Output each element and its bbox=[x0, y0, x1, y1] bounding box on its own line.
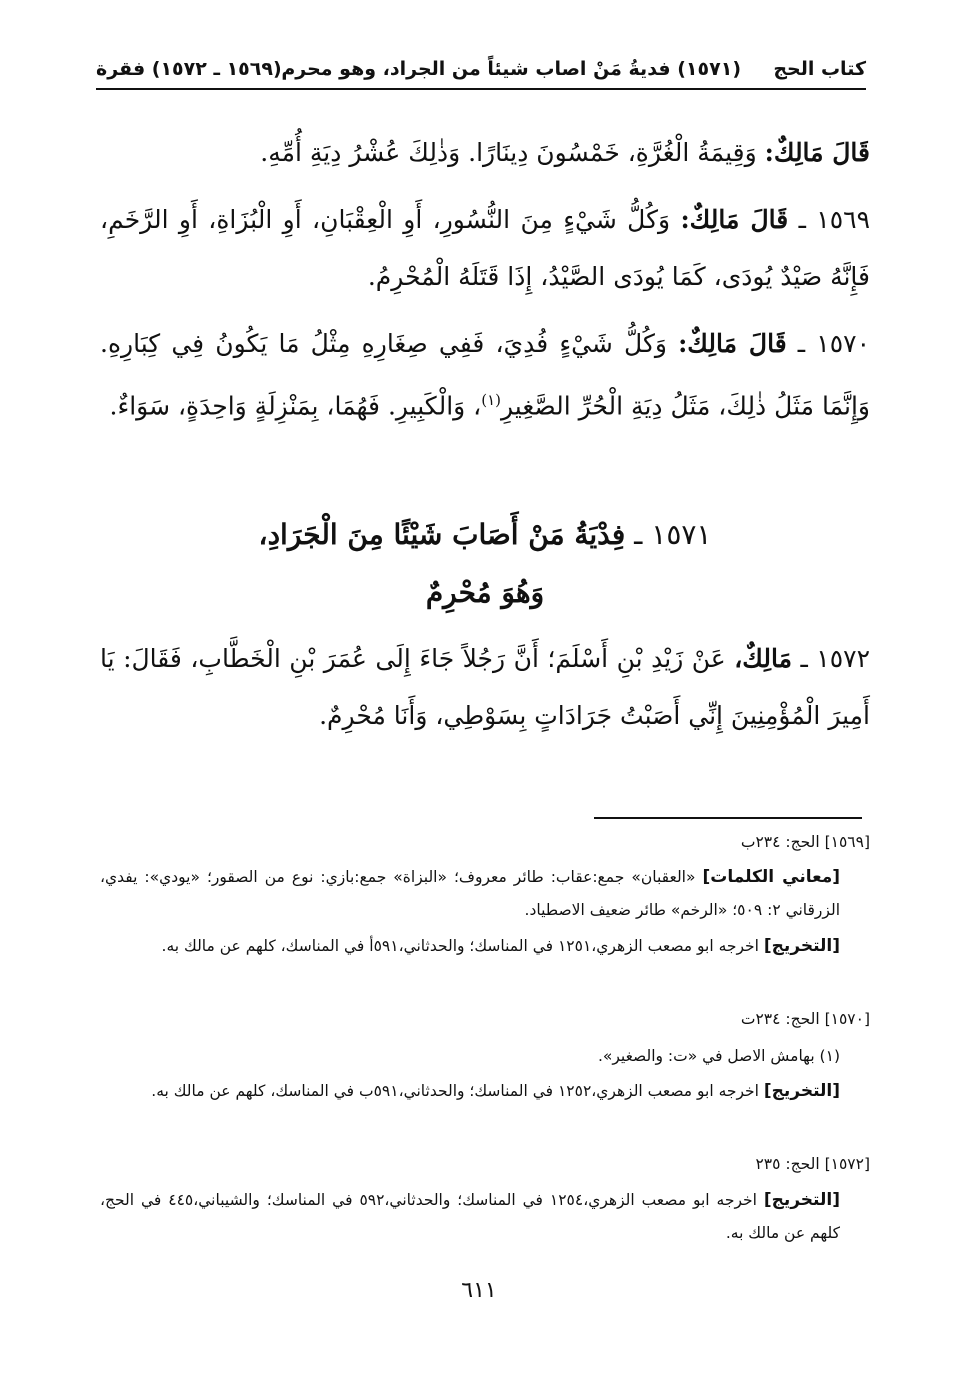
paragraph-text: ، وَالْكَبِيرِ. فَهُمَا، بِمَنْزِلَةٍ وَاحِدَةٍ، سَوَاءٌ. bbox=[109, 391, 482, 421]
paragraph-continuation bbox=[100, 124, 870, 181]
chapter-title: (١٥٧١) فديةُ مَنْ اصاب شيئاً من الجراد، وهو محرم bbox=[281, 58, 741, 80]
takhrij-tag: [التخريج] bbox=[763, 936, 840, 956]
takhrij-text: اخرجه ابو مصعب الزهري،١٢٥٤ في المناسك؛ والحدثاني،٥٩٢ في المناسك؛ والشيباني،٤٤٥ في الحج، كلهم عن مالك به. bbox=[100, 1191, 840, 1242]
footnote-takhrij-1569 bbox=[100, 930, 840, 963]
footnote-reference[interactable]: (١) bbox=[481, 391, 502, 409]
paragraph-1572 bbox=[100, 630, 870, 744]
speaker-name: قَالَ مَالِكٌ: bbox=[678, 329, 787, 358]
paragraph-1570 bbox=[100, 315, 870, 434]
footnote-ref-1570: [١٥٧٠] الحج: ٢٣٤ت bbox=[740, 1010, 870, 1028]
meanings-text: «العقبان» جمع:عقاب: طائر معروف؛ «البزاة» جمع:بازي: نوع من الصقور؛ «يودي»: يفدي، الزرقاني ٢: ٥٠٩؛ «الرخم» طائر ضعيف الاصطياد. bbox=[100, 868, 840, 919]
heading-number: ١٥٧١ ـ bbox=[625, 518, 712, 551]
heading-line-1 bbox=[100, 506, 870, 564]
footnote-ref-1572: [١٥٧٢] الحج: ٢٣٥ bbox=[755, 1155, 870, 1173]
paragraph-1569 bbox=[100, 191, 870, 305]
section-heading-1571 bbox=[100, 506, 870, 622]
footnote-meanings-1569 bbox=[100, 861, 840, 927]
heading-text: فِدْيَةُ مَنْ أَصَابَ شَيْئًا مِنَ الْجَرَادِ، bbox=[258, 518, 626, 551]
footnote-note-1570: (١) بهامش الاصل في «ت: والصغير». bbox=[597, 1047, 840, 1065]
paragraph-text: وَقِيمَةُ الْغُرَّةِ، خَمْسُونَ دِينَارًا. وَذٰلِكَ عُشْرُ دِيَةِ أُمِّهِ. bbox=[260, 138, 765, 167]
paragraph-text: وَكُلُّ شَيْءٍ مِنَ النُّسُورِ، أَوِ الْعِقْبَانِ، أَوِ الْبُزَاةِ، أَوِ الرَّخَمِ، فَإِنَّهُ صَيْدٌ يُودَى، كَمَا يُودَى الصَّيْدُ، إِذَا قَتَلَهُ الْمُحْرِمُ. bbox=[100, 205, 870, 291]
running-header bbox=[96, 52, 866, 90]
footnote-separator bbox=[594, 817, 862, 819]
takhrij-text: اخرجه ابو مصعب الزهري،١٢٥١ في المناسك؛ والحدثاني،٥٩١أ في المناسك، كلهم عن مالك به. bbox=[161, 937, 764, 955]
footnote-ref-1569: [١٥٦٩] الحج: ٢٣٤ب bbox=[740, 833, 870, 851]
footnote-takhrij-1570 bbox=[100, 1075, 840, 1108]
paragraph-number: ١٥٧٠ ـ bbox=[786, 329, 871, 358]
takhrij-text: اخرجه ابو مصعب الزهري،١٢٥٢ في المناسك؛ والحدثاني،٥٩١ب في المناسك، كلهم عن مالك به. bbox=[151, 1082, 764, 1100]
paragraph-number: ١٥٧٢ ـ bbox=[791, 644, 870, 673]
paragraph-range: (١٥٦٩ ـ ١٥٧٢) فقرة bbox=[96, 58, 282, 80]
paragraph-text: وَكُلُّ شَيْءٍ فُدِيَ، فَفِي صِغَارِهِ مِثْلُ مَا يَكُونُ فِي كِبَارِهِ. وَإِنَّمَا مَثَلُ ذٰلِكَ، مَثَلُ دِيَةِ الْحُرِّ الصَّغِيرِ bbox=[100, 329, 870, 421]
paragraph-number: ١٥٦٩ ـ bbox=[788, 205, 871, 234]
speaker-name: قَالَ مَالِكٌ: bbox=[764, 138, 870, 167]
page-number: ٦١١ bbox=[461, 1278, 497, 1303]
footnote-takhrij-1572 bbox=[100, 1184, 840, 1250]
speaker-name: مَالِكٌ، bbox=[734, 644, 792, 673]
heading-line-2: وَهُوَ مُحْرِمٌ bbox=[425, 576, 545, 609]
paragraph-text: عَنْ زَيْدِ بْنِ أَسْلَمَ؛ أَنَّ رَجُلاً جَاءَ إِلَى عُمَرَ بْنِ الْخَطَّابِ، فَقَالَ: يَا أَمِيرَ الْمُؤْمِنِينَ إِنِّي أَصَبْتُ جَرَادَاتٍ بِسَوْطِي، وَأَنَا مُحْرِمٌ. bbox=[100, 644, 870, 730]
speaker-name: قَالَ مَالِكٌ: bbox=[680, 205, 789, 234]
book-title: كتاب الحج bbox=[773, 58, 866, 80]
takhrij-tag: [التخريج] bbox=[763, 1081, 840, 1101]
meanings-tag: [معاني الكلمات] bbox=[702, 867, 840, 887]
takhrij-tag: [التخريج] bbox=[763, 1190, 840, 1210]
